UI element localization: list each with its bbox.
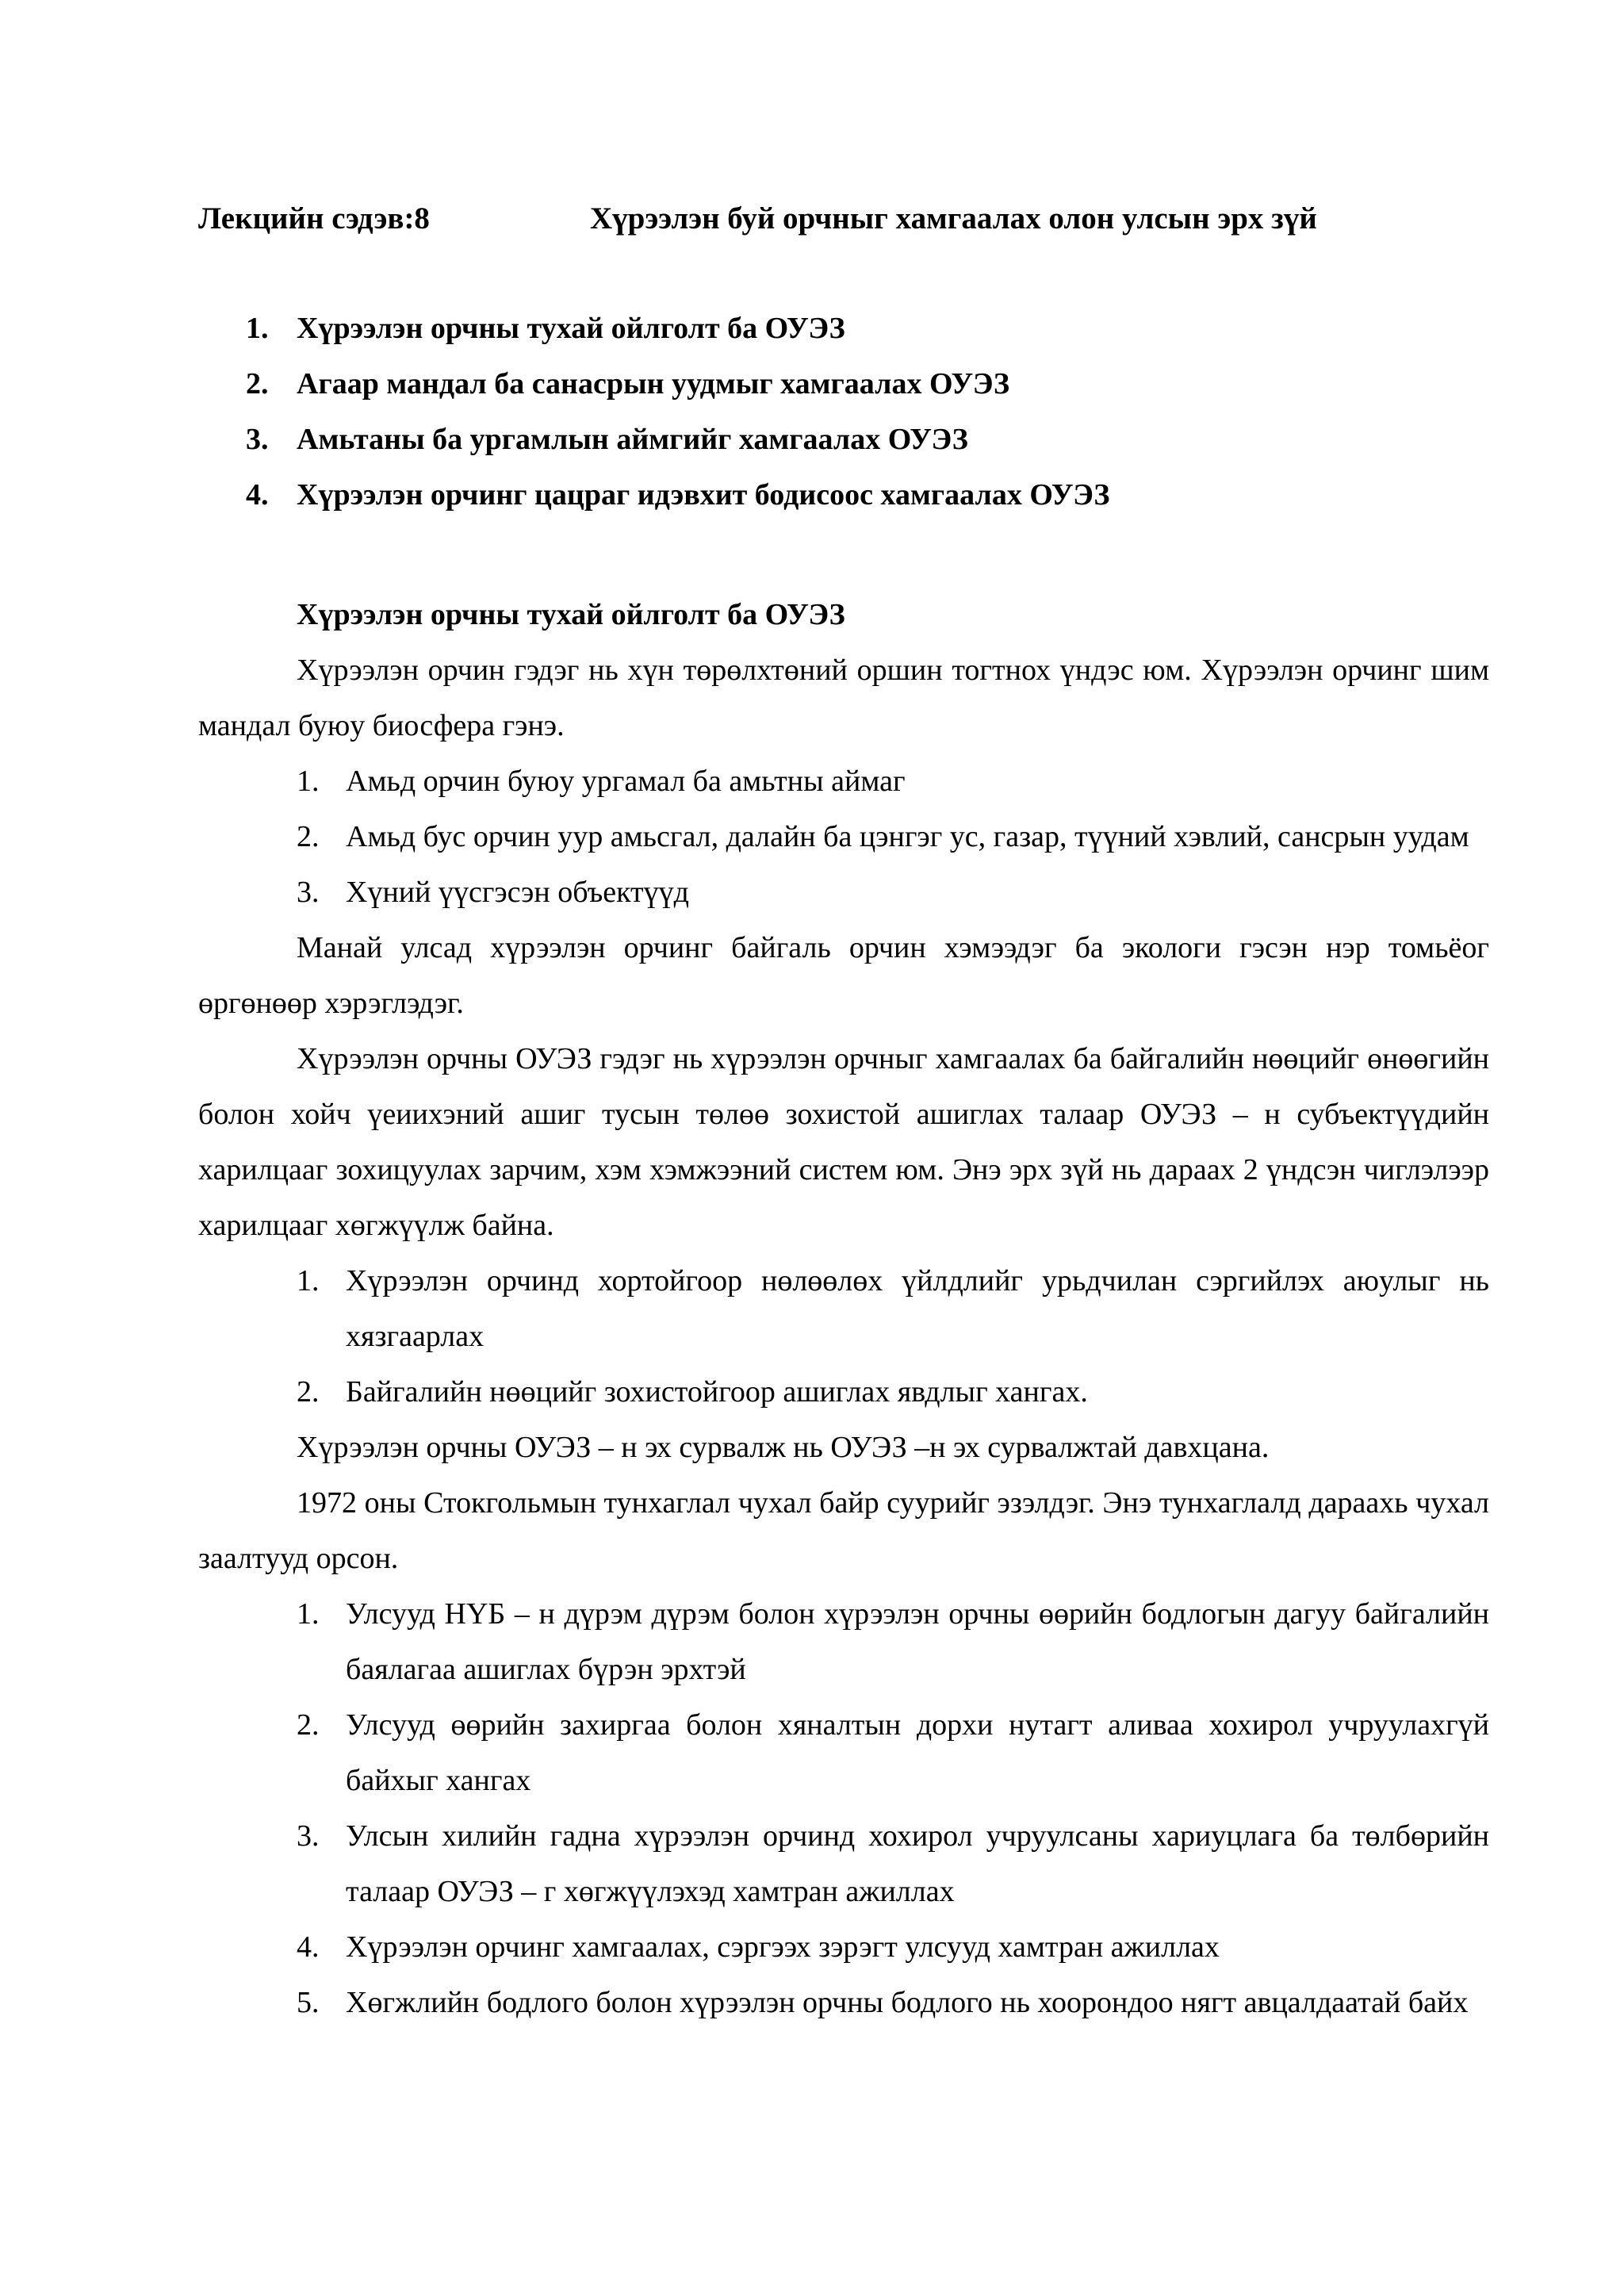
list-item [198,753,1489,809]
outline-item-text: Хүрээлэн орчны тухай ойлголт ба ОУЭЗ [297,312,845,345]
outline-item-number: 1. [246,312,269,345]
list-item [198,1975,1489,2030]
paragraph: Хүрээлэн орчин гэдэг нь хүн төрөлхтөний оршин тогтнох үндэс юм. Хүрээлэн орчинг шим мандал буюу биосфера гэнэ. [198,654,1489,742]
list-item-text: Хүрээлэн орчинг хамгаалах, сэргээх зэрэгт улсууд хамтран ажиллах [346,1930,1220,1964]
outline-item-number: 4. [246,478,269,512]
list-item-text: Хүрээлэн орчинд хортойгоор нөлөөлөх үйлдлийг урьдчилан сэргийлэх аюулыг нь хязгаарлах [346,1264,1489,1353]
environment-types-list [198,753,1489,920]
list-item-number: 4. [297,1930,320,1964]
list-item [198,809,1489,864]
list-item-text: Байгалийн нөөцийг зохистойгоор ашиглах явдлыг хангах. [346,1375,1088,1409]
lecture-title: Хүрээлэн буй орчныг хамгаалах олон улсын эрх зүй [590,201,1317,236]
outline-item-number: 2. [246,367,269,401]
directions-list [198,1253,1489,1420]
list-item-number: 1. [297,1597,320,1631]
outline-item-text: Хүрээлэн орчинг цацраг идэвхит бодисоос хамгаалах ОУЭЗ [297,478,1110,512]
list-item-text: Улсын хилийн гадна хүрээлэн орчинд хохирол учруулсаны хариуцлага ба төлбөрийн талаар ОУЭЗ – г хөгжүүлэхэд хамтран ажиллах [346,1819,1489,1908]
paragraph: Манай улсад хүрээлэн орчинг байгаль орчин хэмээдэг ба экологи гэсэн нэр томьёог өргөнөөр хэрэглэдэг. [198,931,1489,1020]
list-item-number: 2. [297,1375,320,1409]
outline-item [246,476,1109,531]
list-item-text: Улсууд өөрийн захиргаа болон хяналтын дорхи нутагт аливаа хохирол учруулахгүй байхыг хангах [346,1708,1489,1797]
list-item [198,1364,1489,1420]
list-item-number: 2. [297,1708,320,1742]
list-item [198,1808,1489,1919]
list-item-text: Хөгжлийн бодлого болон хүрээлэн орчны бодлого нь хоорондоо нягт авцалдаатай байх [346,1986,1469,2019]
paragraph: Хүрээлэн орчны ОУЭЗ гэдэг нь хүрээлэн орчныг хамгаалах ба байгалийн нөөцийг өнөөгийн болон хойч үеиихэний ашиг тусын төлөө зохистой ашиглах талаар ОУЭЗ – н субъектүүдийн харилцааг зохицуулах зарчим, хэм хэмжээний систем юм. Энэ эрх зүй нь дараах 2 үндсэн чиглэлээр харилцааг хөгжүүлж байна. [198,1042,1489,1242]
list-item [198,1586,1489,1697]
list-item [198,1919,1489,1975]
list-item-number: 5. [297,1986,320,2019]
outline-item [246,365,1109,420]
list-item-text: Амьд орчин буюу ургамал ба амьтны аймаг [346,765,906,798]
list-item-text: Амьд бус орчин уур амьсгал, далайн ба цэнгэг ус, газар, түүний хэвлий, сансрын уудам [346,820,1469,853]
list-item [198,1253,1489,1364]
outline-item-number: 3. [246,423,269,456]
outline-item-text: Амьтаны ба ургамлын аймгийг хамгаалах ОУЭЗ [297,423,968,456]
list-item-number: 3. [297,876,320,909]
outline-item [246,309,1109,365]
list-item [198,1697,1489,1808]
list-item-number: 3. [297,1819,320,1853]
list-item-text: Хүний үүсгэсэн объектүүд [346,876,689,909]
lecture-outline [246,309,1109,531]
list-item [198,864,1489,920]
list-item-text: Улсууд НҮБ – н дүрэм дүрэм болон хүрээлэн орчны өөрийн бодлогын дагуу байгалийн баялагаа ашиглах бүрэн эрхтэй [346,1597,1489,1686]
section-heading: Хүрээлэн орчны тухай ойлголт ба ОУЭЗ [297,598,845,631]
lecture-number: Лекцийн сэдэв:8 [198,201,430,236]
paragraph: 1972 оны Стокгольмын тунхаглал чухал байр суурийг эзэлдэг. Энэ тунхаглалд дараахь чухал заалтууд орсон. [198,1486,1489,1575]
list-item-number: 2. [297,820,320,853]
list-item-number: 1. [297,765,320,798]
outline-item-text: Агаар мандал ба санасрын уудмыг хамгаалах ОУЭЗ [297,367,1010,401]
section-body [198,587,1489,2030]
declaration-provisions-list [198,1586,1489,2030]
paragraph: Хүрээлэн орчны ОУЭЗ – н эх сурвалж нь ОУЭЗ –н эх сурвалжтай давхцана. [297,1431,1270,1464]
list-item-number: 1. [297,1264,320,1297]
outline-item [246,420,1109,476]
